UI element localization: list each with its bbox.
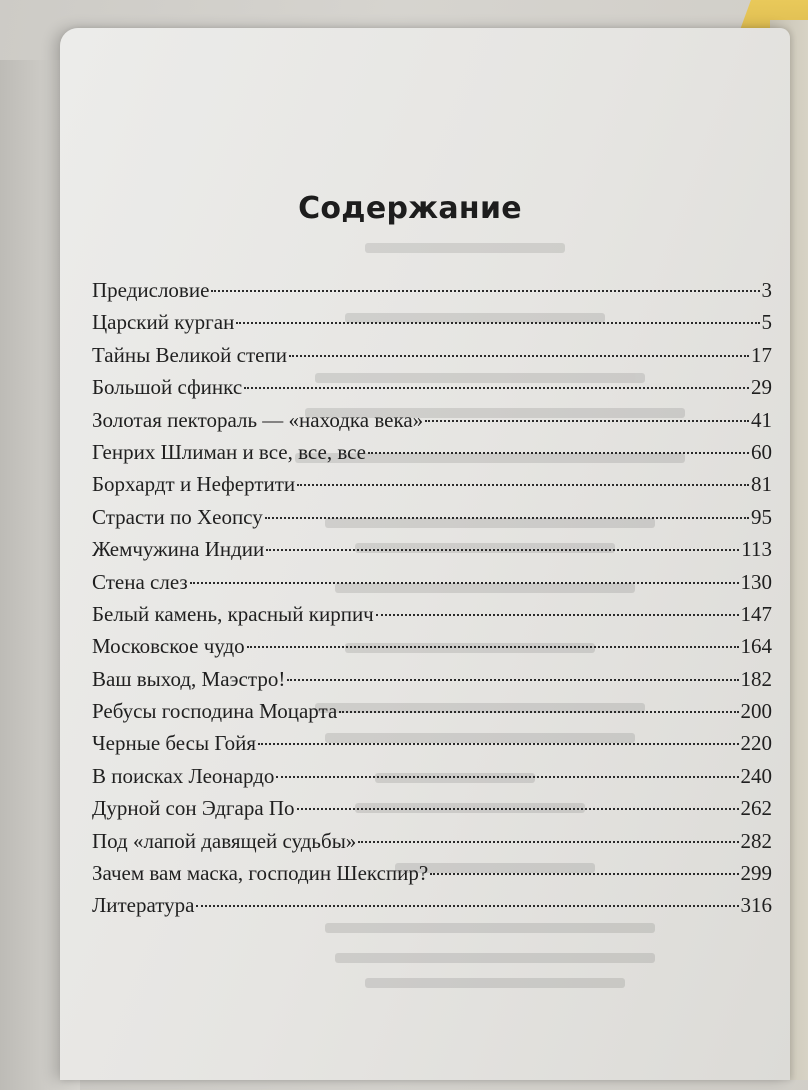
toc-entry-page-number: 220 [740, 731, 772, 756]
toc-entry-page-number: 29 [751, 375, 772, 400]
toc-entry-page-number: 5 [761, 310, 772, 335]
toc-entry-title: Белый камень, красный кирпич [92, 601, 374, 626]
toc-entry [92, 634, 772, 666]
toc-entry-title: Предисловие [92, 278, 210, 302]
toc-entry [92, 602, 772, 634]
toc-entry-title: Стена слез [92, 569, 188, 594]
toc-entry [92, 310, 772, 342]
toc-entry-title: В поисках Леонардо [92, 763, 275, 788]
toc-entry-title: Тайны Великой степи [92, 342, 287, 367]
dot-leader [297, 484, 749, 486]
dot-leader [247, 646, 739, 648]
toc-entry-title: Московское чудо [92, 634, 245, 659]
dot-leader [190, 582, 739, 584]
dot-leader [276, 776, 738, 778]
toc-entry [92, 570, 772, 602]
toc-entry-page-number: 41 [751, 407, 772, 432]
toc-entry-title: Ваш выход, Маэстро! [92, 666, 286, 691]
toc-entry [92, 472, 772, 504]
dot-leader [258, 743, 738, 745]
toc-entry-title: Большой сфинкс [92, 375, 243, 400]
toc-entry [92, 278, 772, 310]
toc-entry [92, 699, 772, 731]
toc-entry-page-number: 60 [751, 439, 772, 464]
toc-entry [92, 375, 772, 407]
toc-entry-title: Черные бесы Гойя [92, 731, 257, 756]
toc-entry [92, 440, 772, 472]
toc-entry-page-number: 164 [740, 634, 772, 659]
toc-entry-title: Борхардт и Нефертити [92, 472, 296, 497]
toc-entry-title: Ребусы господина Моцарта [92, 699, 338, 724]
dot-leader [289, 355, 749, 357]
toc-entry [92, 829, 772, 861]
dot-leader [265, 517, 749, 519]
page-title: Содержание [298, 191, 522, 226]
toc-entry-page-number: 299 [740, 861, 772, 886]
dot-leader [266, 549, 739, 551]
dot-leader [376, 614, 739, 616]
toc-entry-page-number: 262 [740, 796, 772, 821]
toc-entry-title: Страсти по Хеопсу [92, 504, 263, 529]
toc-entry-page-number: 81 [751, 472, 772, 497]
toc-entry-title: Зачем вам маска, господин Шекспир? [92, 861, 429, 886]
toc-entry [92, 537, 772, 569]
toc-entry-title: Дурной сон Эдгара По [92, 796, 295, 821]
book-page [60, 28, 790, 1080]
dot-leader [211, 290, 759, 292]
toc-entry-page-number: 147 [740, 601, 772, 626]
dot-leader [297, 808, 739, 810]
dot-leader [196, 905, 738, 907]
toc-entry-page-number: 200 [740, 699, 772, 724]
toc-entry-page-number: 240 [740, 763, 772, 788]
toc-entry-title: Жемчужина Индии [92, 537, 265, 562]
dot-leader [244, 387, 749, 389]
dot-leader [287, 679, 738, 681]
dot-leader [339, 711, 738, 713]
table-of-contents [92, 278, 772, 926]
toc-entry [92, 505, 772, 537]
toc-entry-title: Под «лапой давящей судьбы» [92, 828, 357, 853]
toc-entry [92, 796, 772, 828]
toc-entry [92, 667, 772, 699]
toc-entry-title: Золотая пектораль — «находка века» [92, 407, 424, 432]
toc-entry [92, 861, 772, 893]
toc-entry [92, 893, 772, 925]
toc-entry-title: Царский курган [92, 310, 235, 335]
toc-entry-page-number: 95 [751, 504, 772, 529]
toc-entry [92, 408, 772, 440]
toc-entry-page-number: 113 [741, 537, 772, 562]
toc-entry-page-number: 182 [740, 666, 772, 691]
toc-entry [92, 764, 772, 796]
dot-leader [368, 452, 749, 454]
toc-entry-page-number: 3 [761, 278, 772, 302]
toc-entry-page-number: 282 [740, 828, 772, 853]
dot-leader [425, 420, 749, 422]
toc-entry-page-number: 17 [751, 342, 772, 367]
dot-leader [430, 873, 738, 875]
dot-leader [358, 841, 738, 843]
toc-entry-page-number: 316 [740, 893, 772, 918]
toc-entry-title: Генрих Шлиман и все, все, все [92, 439, 367, 464]
toc-entry [92, 731, 772, 763]
dot-leader [236, 322, 759, 324]
toc-entry [92, 343, 772, 375]
toc-entry-page-number: 130 [740, 569, 772, 594]
toc-entry-title: Литература [92, 893, 195, 918]
